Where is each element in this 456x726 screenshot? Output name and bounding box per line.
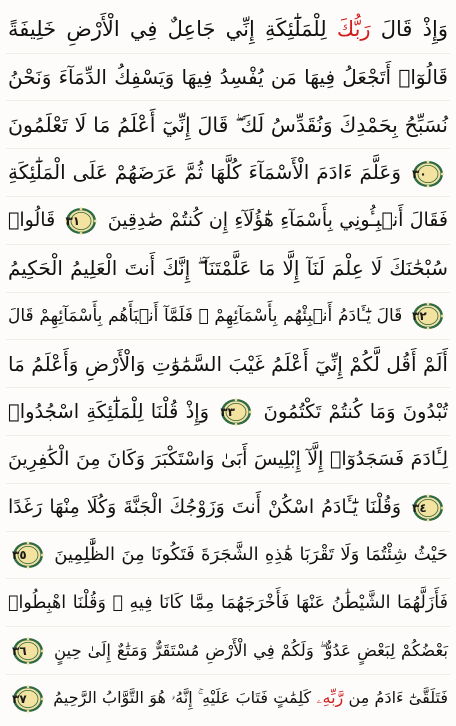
- verse-line: [6, 149, 450, 197]
- verse-text: بَعْضُكُمْ لِبَعْضٍ عَدُوٌّ ۖ وَلَكُمْ فِي الْأَرْضِ مُسْتَقَرٌّ وَمَتَٰعٌ إِلَىٰ حِينٍ: [53, 640, 449, 660]
- verse-text: فَتَلَقَّىٰٓ ءَادَمُ مِن: [348, 688, 448, 708]
- ayah-marker: [65, 207, 97, 235]
- highlighted-word: رَّبِّهِۦ: [316, 688, 344, 708]
- verse-text: فَقَالَ أَنۢبِـُٔونِي بِأَسْمَآءِ هَٰٓؤُلَآءِ إِن كُنتُمْ صَٰدِقِينَ: [107, 209, 448, 232]
- verse-line: [6, 245, 450, 293]
- verse-text: أَلَمْ أَقُل لَّكُمْ إِنِّيٓ أَعْلَمُ غَيْبَ السَّمَٰوَٰتِ وَالْأَرْضِ وَأَعْلَمُ مَا: [8, 351, 448, 376]
- ayah-number: ٣٣: [220, 405, 235, 419]
- ayah-marker: [220, 398, 252, 426]
- ayah-marker: [12, 685, 44, 713]
- verse-text: وَإِذْ قَالَ: [380, 17, 448, 41]
- verse-text: قَالَ يَٰٓـَٔادَمُ أَنۢبِئْهُم بِأَسْمَآئِهِمْ ۖ فَلَمَّآ أَنۢبَأَهُم بِأَسْمَآئِهِمْ قَالَ: [8, 305, 403, 326]
- ayah-number: ٣٦: [12, 644, 27, 659]
- verse-text: فَأَزَلَّهُمَا الشَّيْطَٰنُ عَنْهَا فَأَخْرَجَهُمَا مِمَّا كَانَا فِيهِ ۖ وَقُلْنَا اهْبِطُوا۟: [8, 592, 448, 613]
- ayah-number: ٣٢: [412, 308, 427, 323]
- highlighted-word: رَبُّكَ: [336, 17, 371, 41]
- ayah-marker: [412, 494, 444, 522]
- verse-line: [6, 675, 450, 722]
- verse-text: وَإِذْ قُلْنَا لِلْمَلَٰٓئِكَةِ اسْجُدُوا۟: [8, 399, 210, 423]
- verse-line: [6, 54, 450, 102]
- verse-line: [6, 341, 450, 389]
- verse-text: نُسَبِّحُ بِحَمْدِكَ وَنُقَدِّسُ لَكَ ۖ قَالَ إِنِّيٓ أَعْلَمُ مَا لَا تَعْلَمُونَ: [8, 112, 448, 137]
- ayah-marker: [12, 541, 44, 569]
- verse-line: [6, 484, 450, 532]
- verse-line: [6, 628, 450, 676]
- verse-text: وَقُلْنَا يَٰٓـَٔادَمُ اسْكُنْ أَنتَ وَزَوْجُكَ الْجَنَّةَ وَكُلَا مِنْهَا رَغَدًا: [8, 496, 402, 519]
- verse-text: قَالُوا۟: [8, 209, 56, 232]
- verse-text: تُبْدُونَ وَمَا كُنتُمْ تَكْتُمُونَ: [263, 399, 449, 423]
- ayah-marker: [12, 637, 44, 665]
- verse-line: [6, 6, 450, 54]
- ayah-marker: [412, 160, 444, 188]
- verse-text: لِلْمَلَٰٓئِكَةِ إِنِّي جَاعِلٌ فِي الْأَرْضِ خَلِيفَةً: [8, 17, 327, 41]
- verse-text: كَلِمَٰتٍ فَتَابَ عَلَيْهِ ۚ إِنَّهُۥ هُوَ التَّوَّابُ الرَّحِيمُ: [53, 688, 312, 708]
- verse-text: وَعَلَّمَ ءَادَمَ الْأَسْمَآءَ كُلَّهَا ثُمَّ عَرَضَهُمْ عَلَى الْمَلَٰٓئِكَةِ: [8, 160, 402, 185]
- verse-line: [6, 102, 450, 150]
- ayah-number: ٣٥: [12, 547, 27, 562]
- ayah-marker: [412, 302, 444, 330]
- verse-line: [6, 532, 450, 580]
- verse-text: لِـَٔادَمَ فَسَجَدُوٓا۟ إِلَّآ إِبْلِيسَ أَبَىٰ وَاسْتَكْبَرَ وَكَانَ مِنَ الْكَٰفِرِينَ: [8, 448, 448, 471]
- verse-line: [6, 293, 450, 341]
- ayah-number: ٣٠: [412, 166, 427, 181]
- ayah-number: ٣٧: [12, 691, 27, 706]
- verse-line: [6, 389, 450, 437]
- verse-text: حَيْثُ شِئْتُمَا وَلَا تَقْرَبَا هَٰذِهِ الشَّجَرَةَ فَتَكُونَا مِنَ الظَّٰلِمِينَ: [54, 543, 448, 565]
- verse-text: سُبْحَٰنَكَ لَا عِلْمَ لَنَآ إِلَّا مَا عَلَّمْتَنَآ ۖ إِنَّكَ أَنتَ الْعَلِيمُ الْحَكِيمُ: [8, 256, 448, 281]
- verse-text: قَالُوٓا۟ أَتَجْعَلُ فِيهَا مَن يُفْسِدُ فِيهَا وَيَسْفِكُ الدِّمَآءَ وَنَحْنُ: [8, 64, 448, 89]
- ayah-number: ٣١: [65, 213, 81, 228]
- verse-line: [6, 580, 450, 628]
- verse-line: [6, 197, 450, 245]
- verse-line: [6, 436, 450, 484]
- ayah-number: ٣٤: [412, 500, 427, 515]
